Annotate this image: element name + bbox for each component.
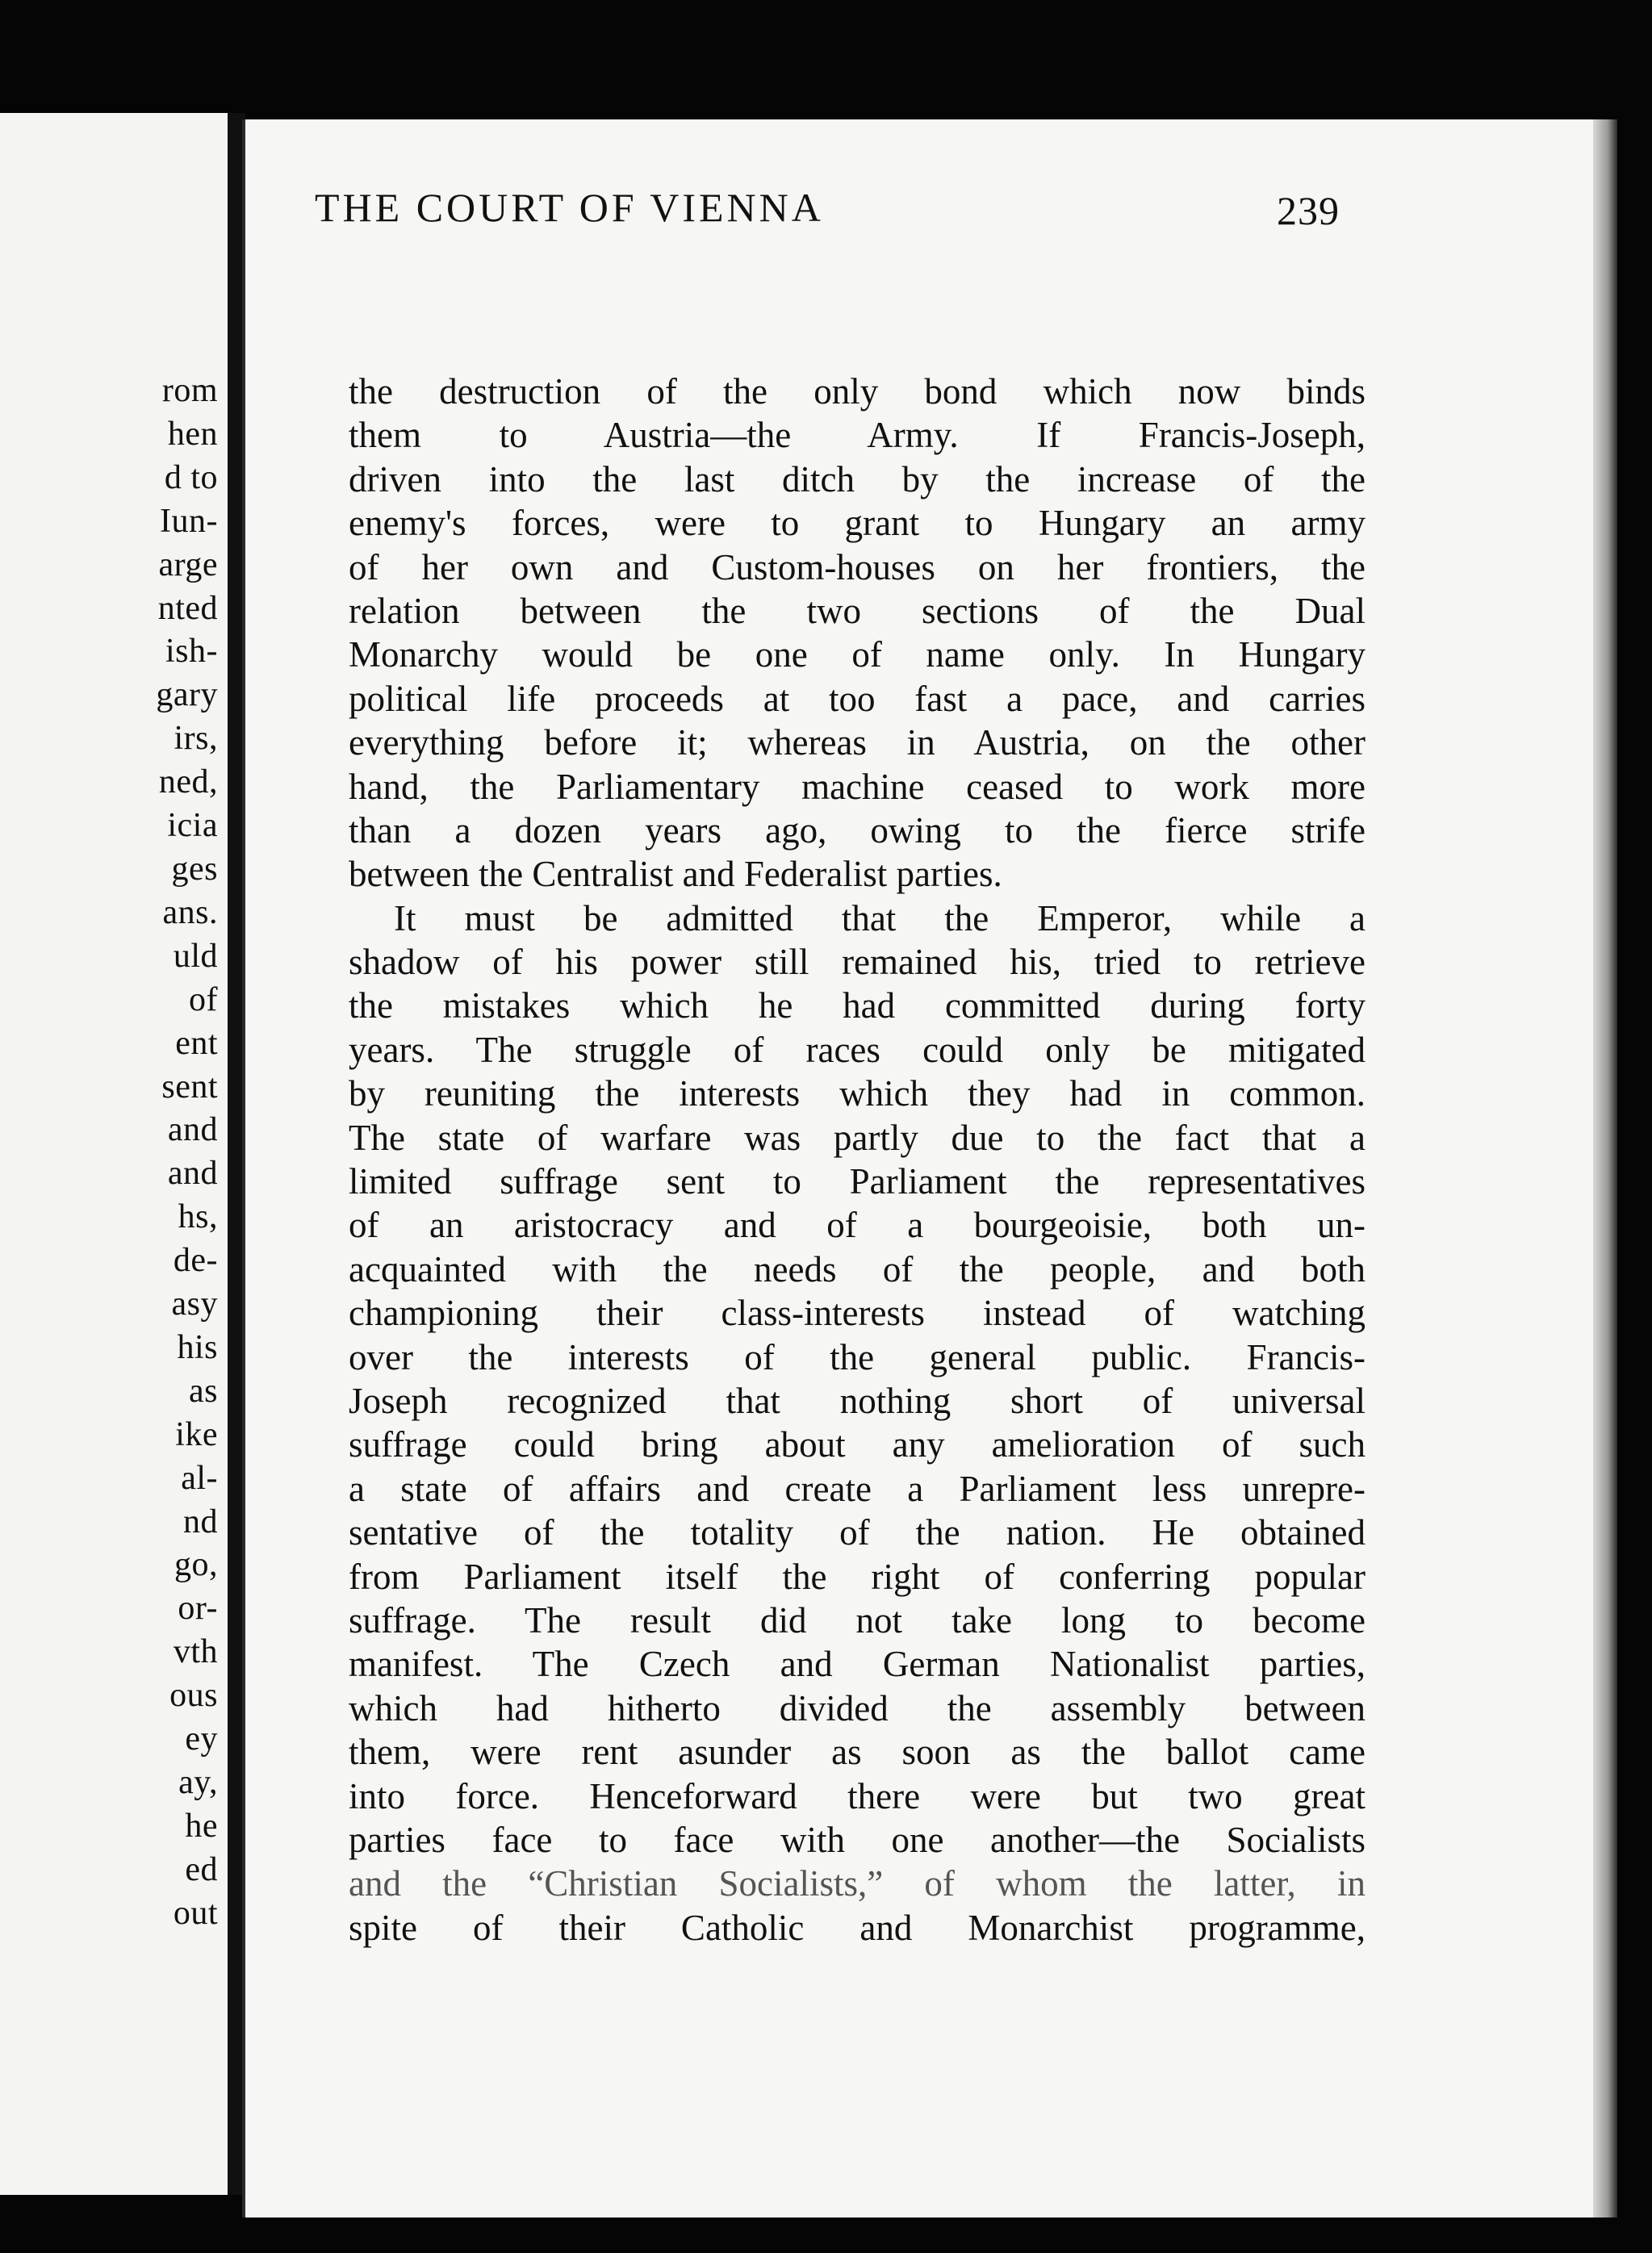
- previous-page-fragment: [0, 113, 232, 2195]
- text-line: over the interests of the general public. Francis-: [349, 1336, 1366, 1377]
- text-line: Monarchy would be one of name only. In Hungary: [349, 634, 1366, 675]
- fragment-line: arge: [158, 545, 218, 583]
- fragment-line: of: [189, 980, 218, 1018]
- text-line: parties face to face with one another—the Socialists: [349, 1819, 1366, 1860]
- text-line: acquainted with the needs of the people, and both: [349, 1248, 1366, 1290]
- fragment-line: al-: [181, 1459, 218, 1497]
- text-line: of her own and Custom-houses on her frontiers, the: [349, 546, 1366, 587]
- text-line: manifest. The Czech and German Nationalist parties,: [349, 1644, 1366, 1685]
- running-title: THE COURT OF VIENNA: [315, 185, 824, 230]
- paragraph-last-line: between the Centralist and Federalist parties.: [349, 854, 1002, 895]
- fragment-line: ed: [185, 1850, 218, 1888]
- faded-text-line: and the “Christian Socialists,” of whom the latter, in: [349, 1863, 1366, 1904]
- text-line: enemy's forces, were to grant to Hungary an army: [349, 503, 1366, 544]
- fragment-line: ike: [175, 1415, 218, 1453]
- text-line: which had hitherto divided the assembly between: [349, 1687, 1366, 1728]
- paragraph-first-line: It must be admitted that the Emperor, while a: [394, 897, 1366, 938]
- text-line: everything before it; whereas in Austria, on the other: [349, 722, 1366, 763]
- fragment-line: ay,: [178, 1764, 218, 1801]
- fragment-line: ent: [175, 1024, 218, 1062]
- text-line: political life proceeds at too fast a pace, and carries: [349, 678, 1366, 719]
- fragment-line: go,: [174, 1546, 218, 1584]
- fragment-line: hen: [167, 415, 218, 453]
- fragment-line: ish-: [165, 633, 218, 671]
- text-line: the destruction of the only bond which now binds: [349, 371, 1366, 412]
- text-line: limited suffrage sent to Parliament the representatives: [349, 1161, 1366, 1202]
- text-line: of an aristocracy and of a bourgeoisie, both un-: [349, 1205, 1366, 1246]
- text-line: hand, the Parliamentary machine ceased to work more: [349, 766, 1366, 807]
- fragment-line: gary: [156, 676, 218, 714]
- text-line: by reuniting the interests which they had in common.: [349, 1073, 1366, 1114]
- fragment-line: asy: [171, 1285, 218, 1323]
- text-line: than a dozen years ago, owing to the fierce strife: [349, 809, 1366, 851]
- fragment-line: ned,: [158, 763, 218, 801]
- fragment-line: ans.: [162, 893, 218, 931]
- fragment-line: out: [173, 1894, 218, 1932]
- text-line: The state of warfare was partly due to the fact that a: [349, 1117, 1366, 1158]
- text-line: spite of their Catholic and Monarchist programme,: [349, 1907, 1366, 1948]
- running-head: [315, 184, 1372, 232]
- text-line: suffrage could bring about any amelioration of such: [349, 1424, 1366, 1465]
- text-line: into force. Henceforward there were but two great: [349, 1775, 1366, 1816]
- fragment-line: as: [189, 1372, 218, 1410]
- fragment-line: he: [185, 1807, 218, 1845]
- fragment-line: and: [167, 1155, 218, 1193]
- fragment-line: nted: [157, 589, 218, 627]
- fragment-line: de-: [173, 1242, 218, 1280]
- fragment-line: vth: [173, 1633, 218, 1671]
- fragment-line: d to: [164, 458, 218, 496]
- fragment-line: ey: [185, 1720, 218, 1758]
- fragment-line: ges: [171, 850, 218, 888]
- text-line: years. The struggle of races could only be mitigated: [349, 1029, 1366, 1070]
- fragment-line: ous: [169, 1677, 218, 1715]
- text-line: from Parliament itself the right of conferring popular: [349, 1556, 1366, 1597]
- text-line: championing their class-interests instead of watching: [349, 1293, 1366, 1334]
- text-line: driven into the last ditch by the increase of the: [349, 458, 1366, 500]
- text-line: the mistakes which he had committed during forty: [349, 985, 1366, 1026]
- body-text: [349, 370, 1366, 1950]
- page-edge-shadow: [1593, 119, 1617, 2217]
- text-line: a state of affairs and create a Parliament less unrepre-: [349, 1468, 1366, 1509]
- fragment-line: icia: [167, 807, 218, 845]
- text-line: them to Austria—the Army. If Francis-Joseph,: [349, 415, 1366, 456]
- fragment-line: Iun-: [160, 502, 218, 540]
- previous-page-text: [0, 370, 218, 1936]
- text-line: shadow of his power still remained his, tried to retrieve: [349, 942, 1366, 983]
- fragment-line: irs,: [174, 720, 218, 758]
- fragment-line: nd: [183, 1503, 218, 1540]
- text-line: suffrage. The result did not take long to become: [349, 1599, 1366, 1641]
- text-line: them, were rent asunder as soon as the ballot came: [349, 1732, 1366, 1773]
- fragment-line: uld: [173, 937, 218, 975]
- fragment-line: or-: [178, 1590, 218, 1628]
- fragment-line: hs,: [178, 1198, 218, 1236]
- fragment-line: sent: [161, 1068, 218, 1106]
- text-line: Joseph recognized that nothing short of universal: [349, 1380, 1366, 1421]
- page-number: 239: [1277, 188, 1340, 233]
- text-line: relation between the two sections of the Dual: [349, 590, 1366, 631]
- fragment-line: rom: [161, 372, 218, 409]
- fragment-line: and: [167, 1111, 218, 1149]
- text-line: sentative of the totality of the nation. He obtained: [349, 1512, 1366, 1553]
- fragment-line: his: [177, 1328, 218, 1366]
